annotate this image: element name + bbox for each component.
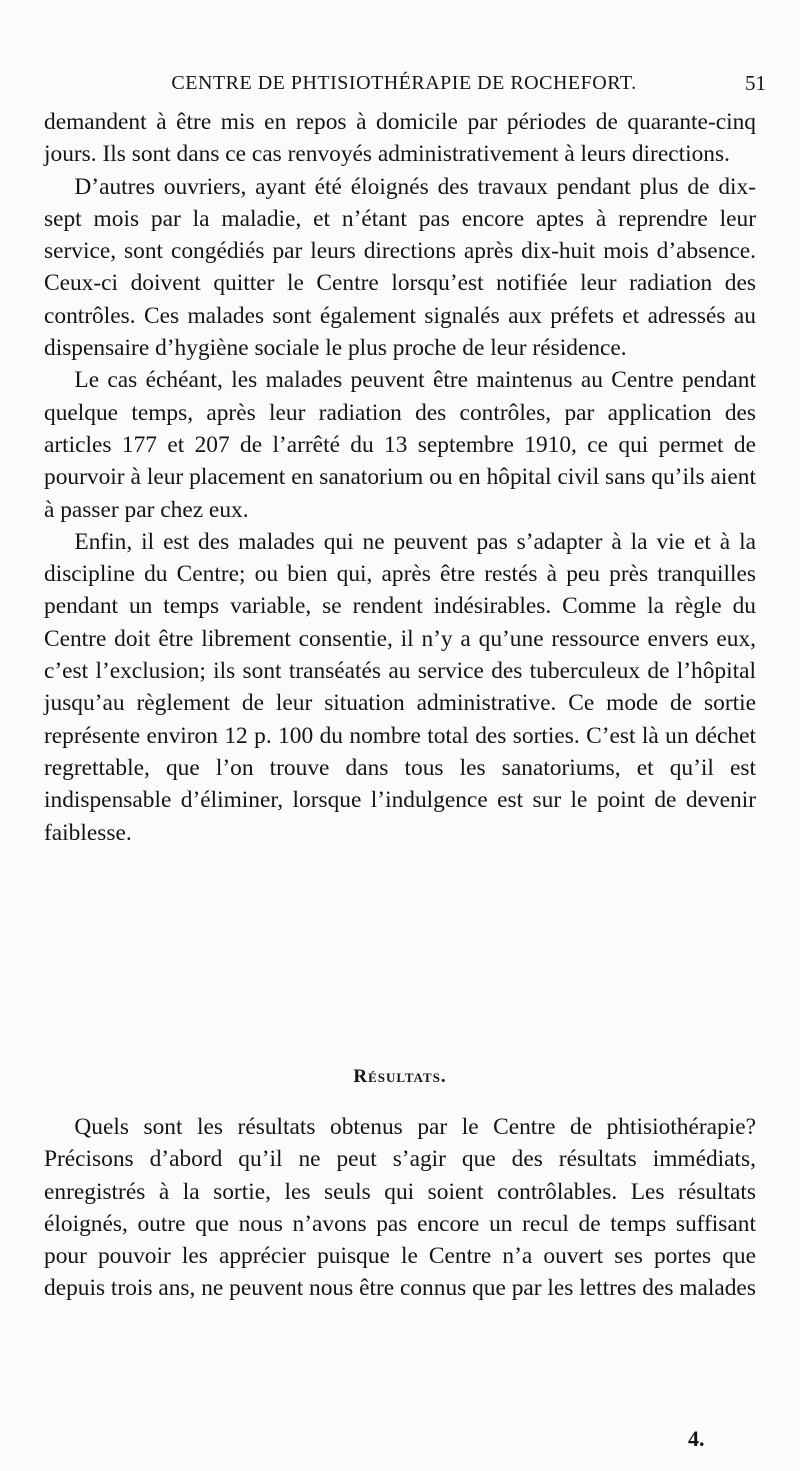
section-body-text	[44, 1111, 756, 1305]
paragraph: Le cas échéant, les malades peuvent être maintenus au Centre pendant quelque temps, après leur radiation des contrôles, par application des articles 177 et 207 de l’arrêté du 13 septembre 1910, ce qui permet de pourvoir à leur placement en sanatorium ou en hôpital civil sans qu’ils aient à passer par chez eux.	[44, 367, 756, 523]
running-head	[42, 66, 766, 100]
paragraph: D’autres ouvriers, ayant été éloignés des travaux pendant plus de dix-sept mois par la maladie, et n’étant pas encore aptes à reprendre leur service, sont congédiés par leurs directions après dix-huit mois d’absence. Ceux-ci doivent quitter le Centre lorsqu’est notifiée leur radiation des contrôles. Ces malades sont également signalés aux préfets et adressés au dispensaire d’hygiène sociale le plus proche de leur résidence.	[44, 173, 756, 362]
section-heading: Résultats.	[353, 1066, 447, 1087]
paragraph: Quels sont les résultats obtenus par le Centre de phtisiothérapie? Précisons d’abord qu’il ne peut s’agir que des résultats immédiats, enregistrés à la sortie, les seuls qui soient contrôlables. Les résultats éloignés, outre que nous n’avons pas encore un recul de temps suffisant pour pouvoir les apprécier puisque le Centre n’a ouvert ses portes que depuis trois ans, ne peuvent nous être connus que par les lettres des malades	[44, 1114, 756, 1302]
paragraph: Enfin, il est des malades qui ne peuvent pas s’adapter à la vie et à la discipline du Centre; ou bien qui, après être restés à peu près tranquilles pendant un temps variable, se rendent indésirables. Comme la règle du Centre doit être librement consentie, il n’y a qu’une ressource envers eux, c’est l’exclusion; ils sont transéatés au service des tuberculeux de l’hôpital jusqu’au règlement de leur situation administrative. Ce mode de sortie représente environ 12 p. 100 du nombre total des sorties. C’est là un déchet regrettable, que l’on trouve dans tous les sanatoriums, et qu’il est indispensable d’éliminer, lorsque l’indulgence est sur le point de devenir faiblesse.	[44, 528, 756, 846]
running-title: CENTRE DE PHTISIOTHÉRAPIE DE ROCHEFORT.	[171, 72, 637, 94]
body-text	[44, 106, 756, 849]
paragraph: demandent à être mis en repos à domicile par périodes de quarante-cinq jours. Ils sont dans ce cas renvoyés administrativement à leurs directions.	[44, 109, 756, 168]
page-number: 51	[745, 71, 766, 95]
signature-mark: 4.	[688, 1426, 705, 1451]
